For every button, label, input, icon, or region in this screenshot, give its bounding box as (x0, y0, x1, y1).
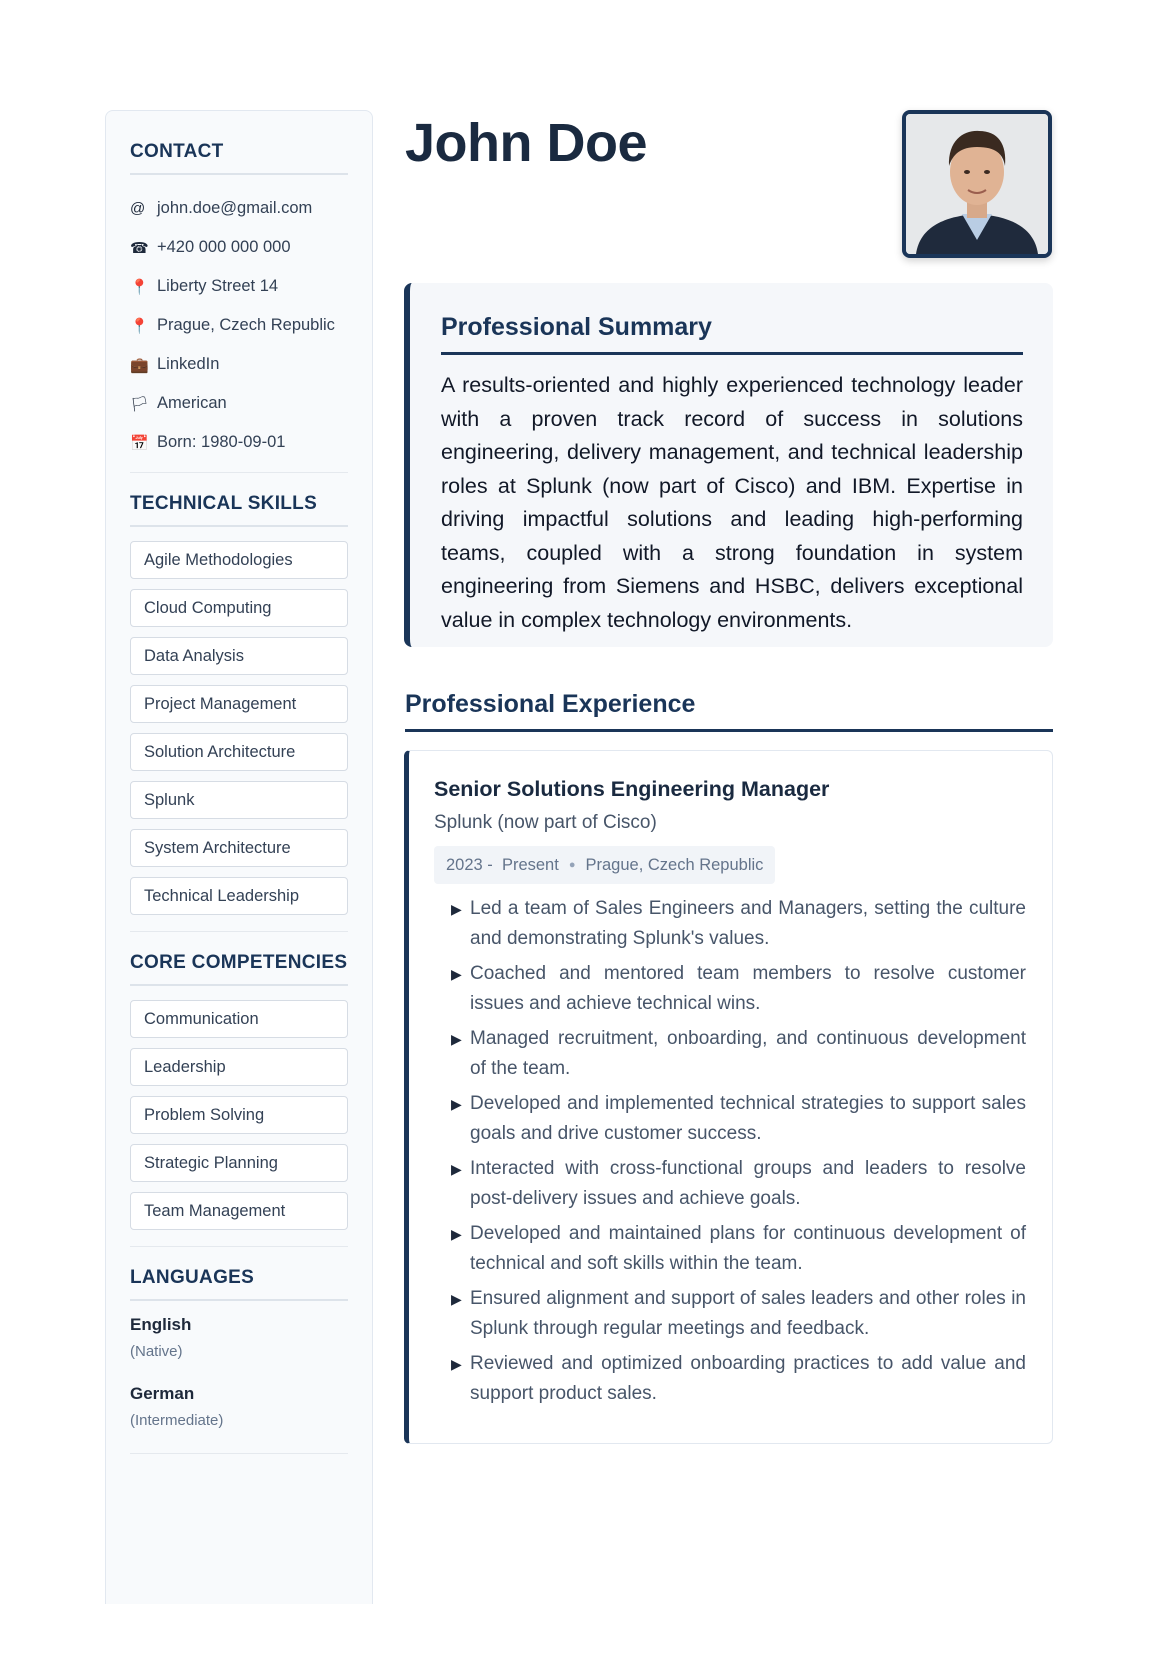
job-bullet-text: Managed recruitment, onboarding, and continuous development of the team. (470, 1028, 1026, 1079)
language-level: (Native) (130, 1343, 183, 1360)
contact-text: john.doe@gmail.com (157, 199, 313, 217)
job-bullet (434, 1284, 1026, 1344)
bullet-arrow-icon: ▶ (451, 966, 462, 982)
bullet-arrow-icon: ▶ (451, 1031, 462, 1047)
technical-skills-list (130, 541, 348, 915)
core-competencies-list (130, 1000, 348, 1230)
job-bullet-text: Ensured alignment and support of sales leaders and other roles in Splunk through regular meetings and feedback. (470, 1288, 1026, 1339)
skill-tag: Splunk (130, 781, 348, 819)
contact-heading: CONTACT (130, 141, 348, 175)
candidate-name: John Doe (405, 113, 648, 173)
briefcase-icon: 💼 (130, 356, 149, 374)
divider (130, 931, 348, 932)
job-card (404, 750, 1053, 1444)
contact-text: American (157, 394, 227, 412)
bullet-arrow-icon: ▶ (451, 1356, 462, 1372)
competency-tag: Strategic Planning (130, 1144, 348, 1182)
competency-tag: Leadership (130, 1048, 348, 1086)
skill-tag: Cloud Computing (130, 589, 348, 627)
job-bullet-text: Reviewed and optimized onboarding practices to add value and support product sales. (470, 1353, 1026, 1404)
languages-heading: LANGUAGES (130, 1267, 348, 1301)
divider (130, 472, 348, 473)
job-bullet (434, 1219, 1026, 1279)
job-title: Senior Solutions Engineering Manager (434, 777, 830, 801)
person-portrait-icon (906, 114, 1048, 254)
divider (130, 1453, 348, 1454)
job-bullet (434, 894, 1026, 954)
job-bullet (434, 1349, 1026, 1409)
experience-heading: Professional Experience (405, 690, 1053, 732)
job-bullet-text: Led a team of Sales Engineers and Managers, setting the culture and demonstrating Splunk's values. (470, 898, 1026, 949)
separator-dot-icon: ● (568, 859, 576, 871)
job-bullet-text: Developed and maintained plans for continuous development of technical and soft skills within the team. (470, 1223, 1026, 1274)
summary-heading: Professional Summary (441, 313, 1023, 355)
at-icon: @ (130, 200, 146, 217)
contact-item (130, 306, 348, 345)
bullet-arrow-icon: ▶ (451, 1226, 462, 1242)
job-bullet (434, 1154, 1026, 1214)
bullet-arrow-icon: ▶ (451, 1161, 462, 1177)
divider (130, 1246, 348, 1247)
contact-item (130, 345, 348, 384)
bullet-arrow-icon: ▶ (451, 1291, 462, 1307)
core-competencies-heading: CORE COMPETENCIES (130, 952, 348, 986)
job-bullet-text: Interacted with cross-functional groups and leaders to resolve post-delivery issues and achieve goals. (470, 1158, 1026, 1209)
bullet-arrow-icon: ▶ (451, 1096, 462, 1112)
job-bullet (434, 959, 1026, 1019)
language-level: (Intermediate) (130, 1412, 224, 1429)
competency-tag: Team Management (130, 1192, 348, 1230)
flag-icon: 🏳 (130, 395, 150, 413)
contact-text: Prague, Czech Republic (157, 316, 335, 334)
competency-tag: Problem Solving (130, 1096, 348, 1134)
sidebar (105, 110, 373, 1604)
professional-summary-section (404, 283, 1053, 647)
contact-item (130, 228, 348, 267)
bullet-arrow-icon: ▶ (451, 901, 462, 917)
calendar-icon: 📅 (130, 434, 149, 452)
pin-icon: 📍 (130, 317, 149, 335)
contact-item (130, 189, 348, 228)
skill-tag: Data Analysis (130, 637, 348, 675)
summary-text: A results-oriented and highly experienced technology leader with a proven track record of success in solutions engineering, delivery management, and technical leadership roles at Splunk (now part of Cisco) and IBM. Expertise in driving impactful solutions and leading high-performing teams, coupled with a strong foundation in system engineering from Siemens and HSBC, delivers exceptional value in complex technology environments. (441, 373, 1023, 632)
language-name: German (130, 1384, 195, 1403)
contact-text: Born: 1980-09-01 (157, 433, 286, 451)
contact-text: LinkedIn (157, 355, 220, 373)
skill-tag: Agile Methodologies (130, 541, 348, 579)
job-bullet (434, 1089, 1026, 1149)
job-location: Prague, Czech Republic (585, 855, 764, 874)
competency-tag: Communication (130, 1000, 348, 1038)
languages-list (130, 1315, 348, 1429)
language-name: English (130, 1315, 192, 1334)
contact-item (130, 423, 348, 462)
phone-icon: ☎ (130, 239, 149, 257)
job-company: Splunk (now part of Cisco) (434, 812, 657, 833)
job-meta (434, 846, 775, 884)
contact-item (130, 267, 348, 306)
job-bullet-text: Developed and implemented technical strategies to support sales goals and drive customer success. (470, 1093, 1026, 1144)
contact-text: Liberty Street 14 (157, 277, 279, 295)
job-bullet-text: Coached and mentored team members to resolve customer issues and achieve technical wins. (470, 963, 1026, 1014)
contact-text: +420 000 000 000 (157, 238, 291, 256)
contact-item (130, 384, 348, 423)
contact-list (130, 189, 348, 462)
technical-skills-heading: TECHNICAL SKILLS (130, 493, 348, 527)
pin-icon: 📍 (130, 278, 149, 296)
job-bullet (434, 1024, 1026, 1084)
skill-tag: Technical Leadership (130, 877, 348, 915)
job-bullets (434, 894, 1026, 1409)
skill-tag: Project Management (130, 685, 348, 723)
skill-tag: Solution Architecture (130, 733, 348, 771)
job-dates: 2023 - Present (446, 855, 559, 874)
profile-photo (902, 110, 1052, 258)
skill-tag: System Architecture (130, 829, 348, 867)
